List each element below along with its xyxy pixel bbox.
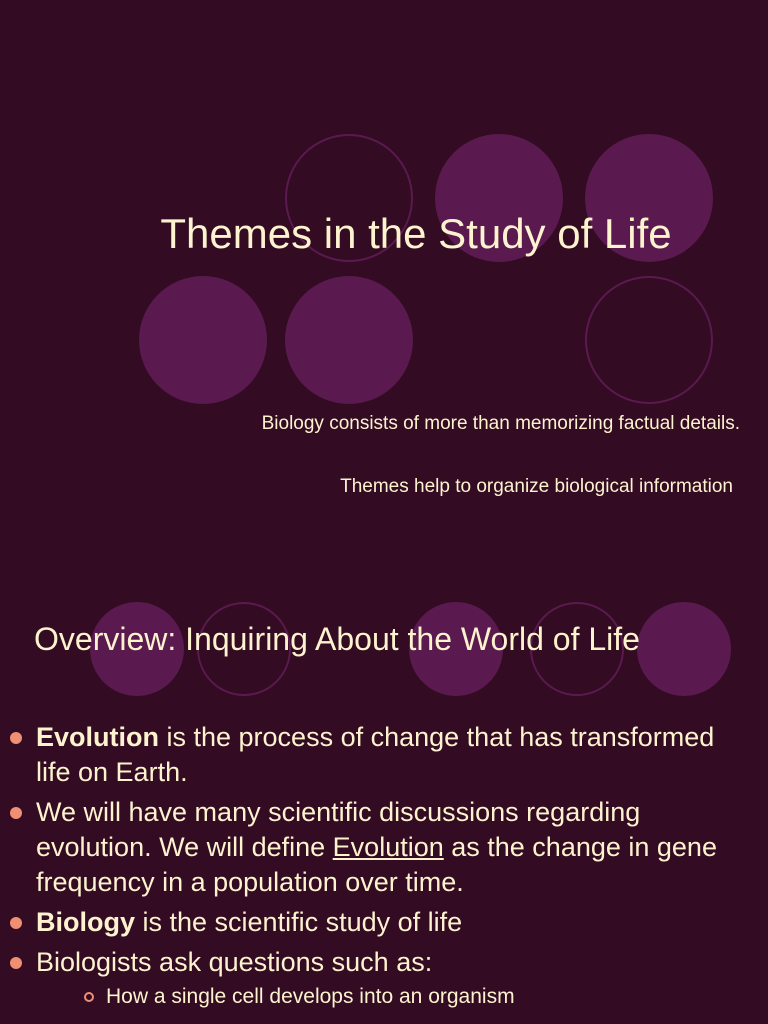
- bullet-evolution-definition: [0, 795, 768, 900]
- bullet-bold-term: Evolution: [36, 722, 159, 752]
- bullet-text: is the scientific study of life: [135, 907, 463, 937]
- bullet-dot-icon: [10, 917, 22, 929]
- bullet-evolution: [0, 720, 768, 790]
- bullet-text: is the process of change that has transformed life on Earth.: [36, 722, 715, 787]
- bullet-dot-icon: [10, 807, 22, 819]
- bullet-text: Biologists ask questions such as:: [36, 947, 433, 977]
- decorative-circle-filled: [637, 602, 731, 696]
- bullet-biologists-ask: [0, 945, 768, 1012]
- decorative-circle-filled: [139, 276, 267, 404]
- bullet-list: [0, 720, 768, 1017]
- bullet-biology: [0, 905, 768, 940]
- slide-overview: [0, 580, 768, 1024]
- decorative-circle-filled: [285, 276, 413, 404]
- subbullet-item: [36, 982, 738, 1012]
- bullet-dot-icon: [10, 732, 22, 744]
- subtitle-line-2: Themes help to organize biological information: [340, 476, 733, 497]
- overview-heading: Overview: Inquiring About the World of Life: [34, 621, 640, 657]
- subbullet-ring-icon: [84, 992, 94, 1002]
- subtitle-line-1: Biology consists of more than memorizing factual details.: [261, 413, 740, 434]
- subbullet-text: How a single cell develops into an organism: [106, 985, 515, 1008]
- decorative-circle-outline: [585, 276, 713, 404]
- bullet-dot-icon: [10, 957, 22, 969]
- bullet-text: as the change in gene frequency in a population over time.: [36, 832, 717, 897]
- slide-title-text: Themes in the Study of Life: [160, 210, 672, 257]
- bullet-bold-term: Biology: [36, 907, 135, 937]
- bullet-underlined-term: Evolution: [332, 832, 444, 862]
- bullet-text: We will have many scientific discussions regarding evolution. We will define: [36, 797, 641, 862]
